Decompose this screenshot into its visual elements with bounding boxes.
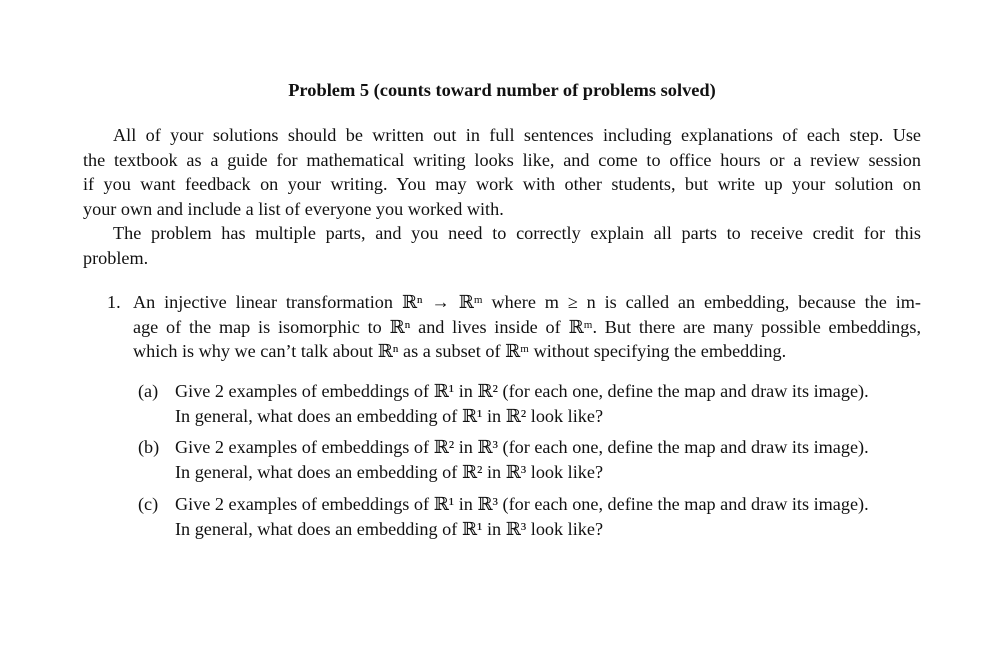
subitem-label: (b)	[138, 437, 160, 457]
paragraph-line: your own and include a list of everyone you worked with.	[83, 198, 504, 219]
subitem-label: (a)	[138, 381, 159, 401]
subitem-line: In general, what does an embedding of ℝ² in ℝ³ look like?	[175, 461, 604, 482]
item-line: An injective linear transformation ℝⁿ → ℝᵐ where m ≥ n is called an embedding, because the im-	[133, 292, 921, 312]
item-number: 1.	[107, 292, 121, 312]
item-line: age of the map is isomorphic to ℝⁿ and lives inside of ℝᵐ. But there are many possible embeddings,	[133, 316, 921, 337]
paragraph-line: All of your solutions should be written out in full sentences including explanations of each step. Use	[113, 125, 921, 145]
subitem-line: In general, what does an embedding of ℝ¹ in ℝ³ look like?	[175, 518, 604, 539]
subitem-text	[175, 379, 921, 428]
problem-title: Problem 5 (counts toward number of problems solved)	[288, 80, 716, 100]
item-text	[133, 290, 921, 364]
item-line: which is why we can’t talk about ℝⁿ as a subset of ℝᵐ without specifying the embedding.	[133, 341, 787, 361]
paragraph-line: if you want feedback on your writing. You may work with other students, but write up your solution on	[83, 174, 921, 194]
subitem-line: Give 2 examples of embeddings of ℝ² in ℝ³ (for each one, define the map and draw its image).	[175, 437, 869, 457]
subitem-text	[175, 492, 921, 541]
subitem-line: Give 2 examples of embeddings of ℝ¹ in ℝ³ (for each one, define the map and draw its image).	[175, 494, 869, 514]
subitem-text	[175, 435, 921, 484]
paragraph-line: the textbook as a guide for mathematical writing looks like, and come to office hours or a review session	[83, 149, 921, 170]
credit-paragraph	[83, 221, 921, 270]
paragraph-line: The problem has multiple parts, and you need to correctly explain all parts to receive credit for this	[113, 223, 921, 243]
subitem-label: (c)	[138, 494, 159, 514]
subitem-line: In general, what does an embedding of ℝ¹ in ℝ² look like?	[175, 405, 604, 426]
subitem-line: Give 2 examples of embeddings of ℝ¹ in ℝ² (for each one, define the map and draw its image).	[175, 381, 869, 401]
paragraph-line: problem.	[83, 247, 149, 268]
instructions-paragraph	[83, 123, 921, 221]
